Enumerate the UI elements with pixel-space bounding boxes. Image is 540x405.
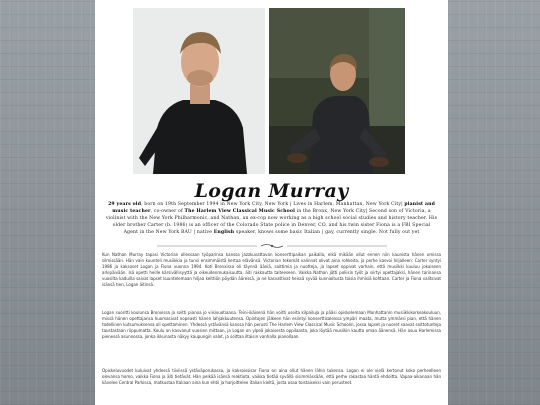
bio-school: The Harlem View Classical Music School <box>184 209 295 214</box>
story-paragraph: Logan suoritti koulunsa Bronxissa ja soitti pianoa jo viisivuotiaana. Teini-ikäisenä hän voitti useita kilpailuja ja pääsi opiskelemaan Manhattanin musiikkikorkeakouluun, missä hänen opettajansa huomasivat nopeasti hänen lahjakkuutensa. Opintojen jälkeen hän esiintyi konserttisaleissa ympäri maata, mutta ymmärsi pian, että hänen todellinen kutsumuksensa oli opettaminen. Yhdessä ystävänsä kanssa hän perusti The Harlem View Classical Music Schoolin, jossa lapset ja nuoret saavat soittotunteja taustastaan riippumatta. Koulu on kasvanut vuosien mittaan, ja Logan on ylpeä jokaisesta oppilaasta, joka löytää musiikin kautta oman äänensä. Hän asuu Harlemissa pienessä asunnossa, jonka ikkunasta näkyy kaupungin valot, ja soittaa iltaisin vanhalla pianollaan. <box>102 310 441 339</box>
story-paragraph: Kun Nathan Murray tapasi Victorian ollessaan työparinsa kanssa jazzkuvattavan konserttipaikan paikalla, eikä mikään ollut ennen niin kaunista hänen omissa silmissään. Hän vain kuunteli musiikkia ja tunsi ensimmäistä kertaa elävänsä. Victorian tekemät valinnat olivat aina rohkeita, ja perhe kasvoi hiljalleen: Carter syntyi 1986 ja kaksoset Logan ja Fiona vuonna 1994. Koti Bronxissa oli täynnä ääniä, soittimia ja nuotteja, ja lapset oppivat varhain, että musiikki kuuluu jokaiseen arkipäivään. Isä opetti heille kärsivällisyyttä ja oikeudenmukaisuutta, äiti rakkautta taiteeseen. Vaikka Nathan jätti poliisin työt ja siirtyi opettajaksi, hänen tarinansa vuosilta kaduilla saivat lapset kuuntelemaan hiljaa keittiön pöydän ääressä, ja ne kasvattivat heissä syvää kunnioitusta toisia ihmisiä kohtaan. Carter ja Fiona valitsivat isänsä tien, Logan äitinsä. <box>102 252 441 287</box>
document-page <box>95 0 448 405</box>
bio-language: English <box>213 230 235 235</box>
bio-text-d: speaker, knows some basic Italian | gay, currently single. Not fully out yet <box>234 230 420 235</box>
portrait-photo-left <box>133 8 265 174</box>
bio-text-a: , born on 19th September 1994 in New York City, New York | Lives in Harlem, Manhattan, New York City| <box>141 202 405 207</box>
story-paragraph: Opiskeluvuodet kuluivat yhdessä tiiviissä ystäväporukassa, ja kaksoissisar Fiona on aina ollut hänen lähin tukensa. Logan ei ole vielä kertonut koko perheelleen olevansa homo, vaikka Fiona ja äiti tietävät. Hän pelkää isänsä reaktiota, vaikka tietää syvällä sisimmässään, että perhe rakastaa häntä ehdoitta. Vapaa-aikanaan hän kävelee Central Parkissa, matkustaa Italiaan aina kun ehtii ja harjoittelee italian kieltä, josta osaa toistaiseksi vain perusteet. <box>102 368 441 385</box>
bio-text-c: in the Bronx, New York City| Second son of Victoria, a violinist with the New York Philharmonic, and Nathan, an ex-cop now working as a high school social studies and history teacher. His older brother Carter (b. 1986) is an officer of the Colorado State police in Denver, CO, and his twin sister Fiona is a FBI Special Agent in the New York BAU | native <box>105 209 438 235</box>
person-name: Logan Murray <box>194 180 349 202</box>
bio-role: pianist and music teacher <box>112 202 435 214</box>
bio-age: 29 years old <box>108 202 142 207</box>
bio-summary <box>105 201 438 236</box>
ornamental-divider <box>157 243 387 249</box>
bio-text-b: , co-owner of <box>150 209 185 214</box>
portrait-photo-right <box>269 8 405 174</box>
